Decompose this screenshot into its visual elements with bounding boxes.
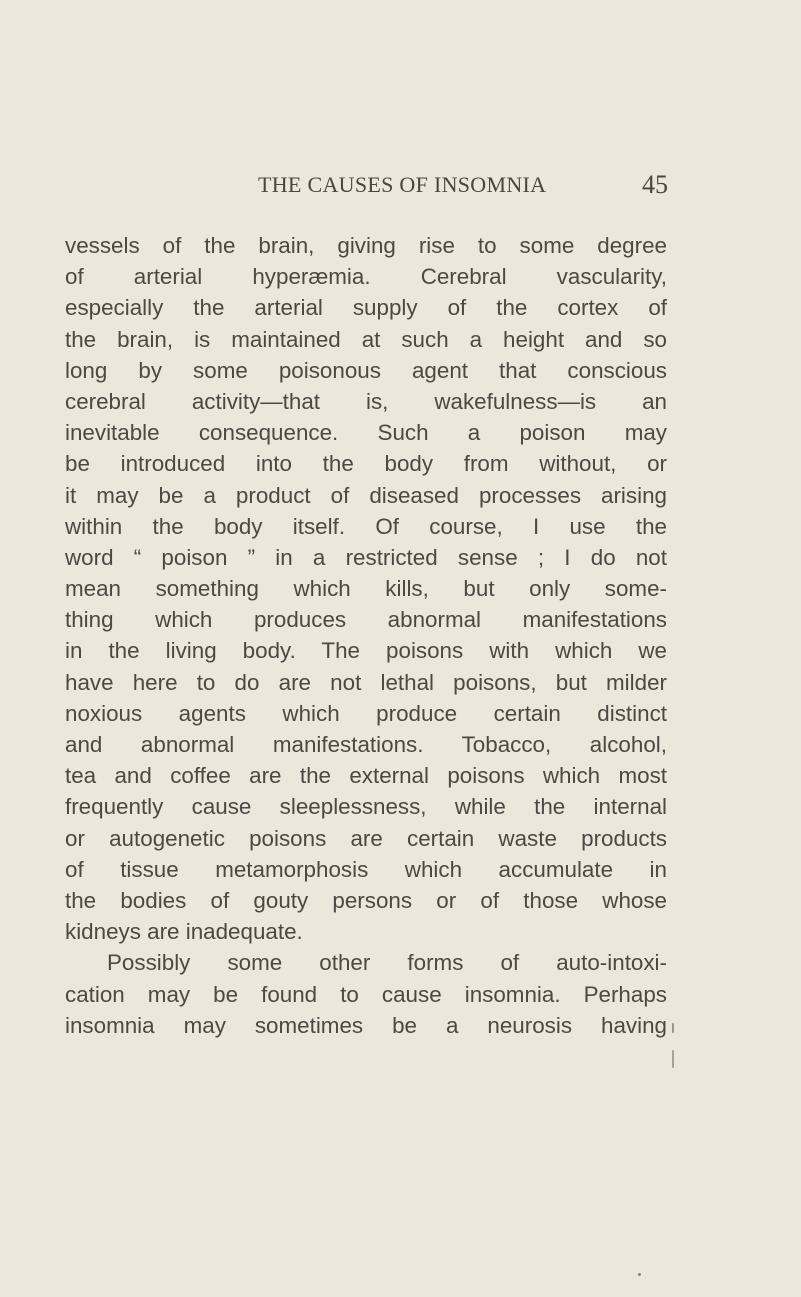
text-line: in the living body. The poisons with which we xyxy=(65,638,667,664)
text-line: or autogenetic poisons are certain waste products xyxy=(65,825,667,851)
text-line: within the body itself. Of course, I use the xyxy=(65,513,667,539)
paper-speck xyxy=(672,1023,674,1033)
text-line: be introduced into the body from without, or xyxy=(65,451,667,477)
text-line: long by some poisonous agent that conscious xyxy=(65,357,667,383)
text-line: vessels of the brain, giving rise to some degree xyxy=(65,233,667,258)
text-line: thing which produces abnormal manifestations xyxy=(65,607,667,633)
text-line: cation may be found to cause insomnia. Perhaps xyxy=(65,981,667,1007)
text-line: Possibly some other forms of auto-intoxi- xyxy=(107,950,667,976)
text-line: word “ poison ” in a restricted sense ; I do not xyxy=(65,544,667,570)
paper-speck xyxy=(672,1050,674,1068)
text-line: have here to do are not lethal poisons, but milder xyxy=(65,669,667,695)
text-line: insomnia may sometimes be a neurosis having xyxy=(65,1012,667,1038)
text-line: cerebral activity—that is, wakefulness—is an xyxy=(65,388,667,414)
text-line: frequently cause sleeplessness, while the internal xyxy=(65,794,667,820)
text-line: of tissue metamorphosis which accumulate in xyxy=(65,856,667,882)
running-title: THE CAUSES OF INSOMNIA xyxy=(258,172,547,197)
text-line: noxious agents which produce certain distinct xyxy=(65,700,667,726)
text-line: inevitable consequence. Such a poison may xyxy=(65,420,667,446)
text-line: kidneys are inadequate. xyxy=(65,919,303,945)
text-line: mean something which kills, but only some- xyxy=(65,576,667,602)
paper-speck xyxy=(638,1273,641,1276)
running-head xyxy=(258,172,668,202)
text-line: it may be a product of diseased processes arising xyxy=(65,482,667,508)
text-line: the bodies of gouty persons or of those whose xyxy=(65,887,667,913)
text-line: of arterial hyperæmia. Cerebral vascularity, xyxy=(65,264,667,290)
text-line: the brain, is maintained at such a height and so xyxy=(65,326,667,352)
text-line: especially the arterial supply of the cortex of xyxy=(65,295,667,321)
text-line: tea and coffee are the external poisons which most xyxy=(65,763,667,789)
text-line: and abnormal manifestations. Tobacco, alcohol, xyxy=(65,732,667,757)
body-text xyxy=(65,230,667,1041)
page-number: 45 xyxy=(642,170,668,199)
